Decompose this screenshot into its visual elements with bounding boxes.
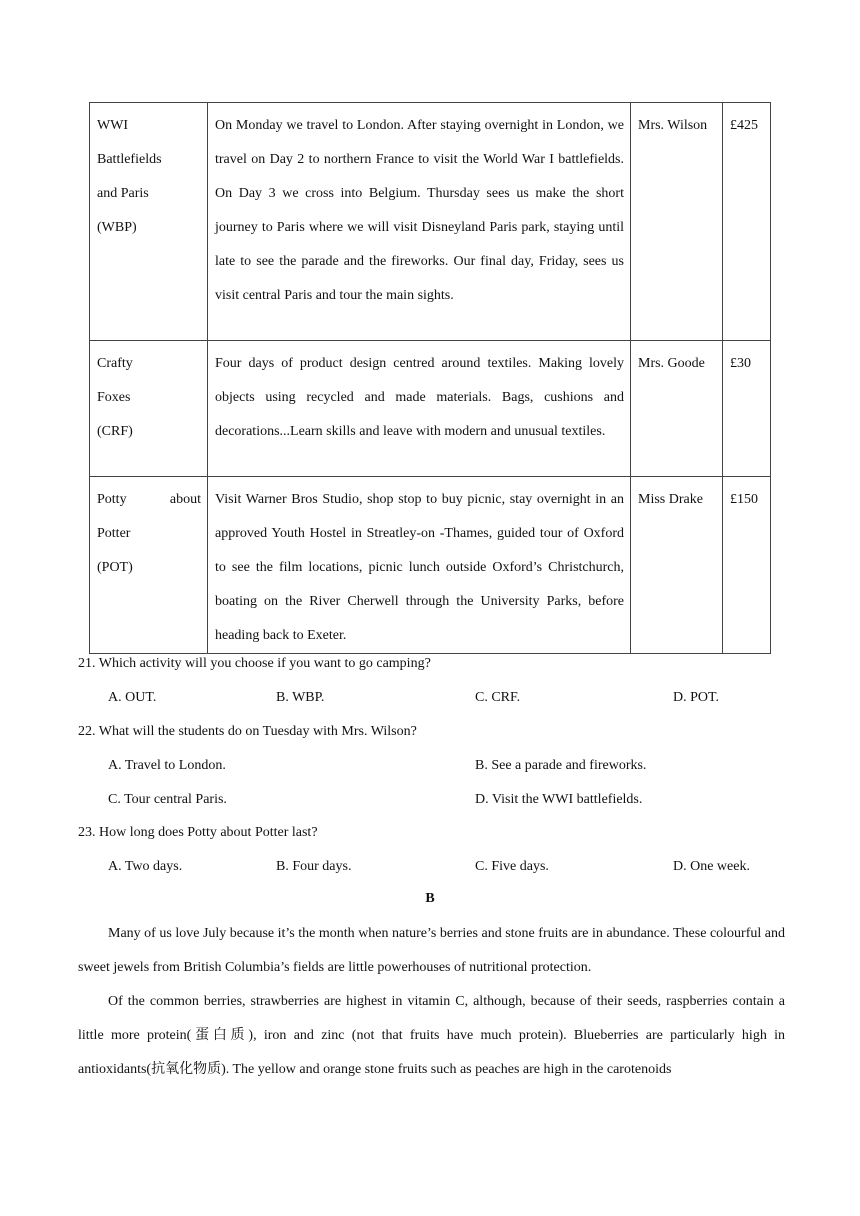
- activity-teacher: Miss Drake: [631, 477, 723, 654]
- activity-name-line: (POT): [97, 560, 133, 575]
- table-row: [90, 477, 771, 654]
- activity-price: £425: [723, 103, 771, 341]
- activity-name-line: Potty about: [97, 492, 201, 507]
- question-21-option-a: A. OUT.: [108, 690, 157, 705]
- question-22-option-c: C. Tour central Paris.: [108, 792, 227, 807]
- question-23-option-a: A. Two days.: [108, 859, 183, 874]
- table-row: [90, 341, 771, 477]
- activity-name-line: and Paris: [97, 186, 149, 201]
- question-21-option-c: C. CRF.: [475, 690, 521, 705]
- table-row: [90, 103, 771, 341]
- activity-teacher: Mrs. Goode: [631, 341, 723, 477]
- activity-name-line: (WBP): [97, 220, 137, 235]
- activity-description: On Monday we travel to London. After staying overnight in London, we travel on Day 2 to northern France to visit the World War I battlefields. On Day 3 we cross into Belgium. Thursday sees us make the short journey to Paris where we will visit Disneyland Paris park, staying until late to see the parade and the fireworks. Our final day, Friday, sees us visit central Paris and tour the main sights.: [208, 103, 631, 341]
- question-22-option-b: B. See a parade and fireworks.: [475, 758, 647, 773]
- question-21-option-d: D. POT.: [673, 690, 720, 705]
- activity-price: £150: [723, 477, 771, 654]
- activity-teacher: Mrs. Wilson: [631, 103, 723, 341]
- activity-description: Visit Warner Bros Studio, shop stop to buy picnic, stay overnight in an approved Youth Hostel in Streatley-on -Thames, guided tour of Oxford to see the film locations, picnic lunch outside Oxford’s Christchurch, boating on the River Cherwell through the University Parks, before heading back to Exeter.: [208, 477, 631, 654]
- activity-description: Four days of product design centred around textiles. Making lovely objects using recycled and made materials. Bags, cushions and decorations...Learn skills and leave with modern and unusual textiles.: [208, 341, 631, 477]
- question-22-option-a: A. Travel to London.: [108, 758, 226, 773]
- activity-name-line: Crafty: [97, 356, 133, 371]
- passage-paragraph-1: Many of us love July because it’s the month when nature’s berries and stone fruits are in abundance. These colourful and sweet jewels from British Columbia’s fields are little powerhouses of nutritional protection.: [78, 926, 785, 975]
- question-23-option-b: B. Four days.: [276, 859, 352, 874]
- activity-name-line: Battlefields: [97, 152, 162, 167]
- question-21-option-b: B. WBP.: [276, 690, 325, 705]
- section-heading: B: [425, 891, 435, 906]
- activity-name-cell: [90, 477, 208, 654]
- activity-name-cell: [90, 341, 208, 477]
- activity-price: £30: [723, 341, 771, 477]
- activity-name-line: WWI: [97, 118, 129, 133]
- activities-table: [89, 102, 771, 654]
- question-23-option-c: C. Five days.: [475, 859, 549, 874]
- activity-name-line: Foxes: [97, 390, 131, 405]
- question-21: 21. Which activity will you choose if you want to go camping?: [78, 656, 431, 671]
- question-22-option-d: D. Visit the WWI battlefields.: [475, 792, 643, 807]
- question-22: 22. What will the students do on Tuesday with Mrs. Wilson?: [78, 724, 417, 739]
- passage-paragraph-2: Of the common berries, strawberries are highest in vitamin C, although, because of their seeds, raspberries contain a little more protein(蛋白质), iron and zinc (not that fruits have much protein). Blueberries are particularly high in antioxidants(抗氧化物质). The yellow and orange stone fruits such as peaches are high in the carotenoids: [78, 994, 785, 1077]
- activity-name-line: Potter: [97, 526, 131, 541]
- activity-name-line: (CRF): [97, 424, 133, 439]
- question-23-option-d: D. One week.: [673, 859, 750, 874]
- activity-name-cell: [90, 103, 208, 341]
- question-23: 23. How long does Potty about Potter last?: [78, 825, 318, 840]
